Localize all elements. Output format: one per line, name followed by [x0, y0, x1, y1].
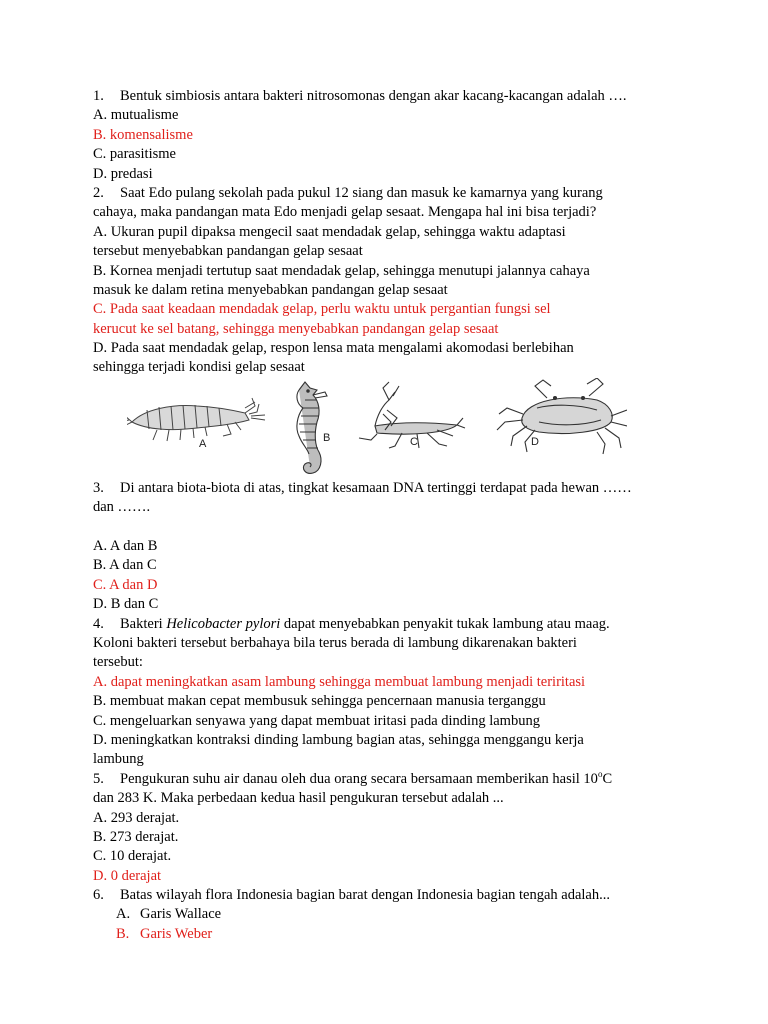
question-text: Bakteri [120, 615, 167, 632]
question-text-cont: Koloni bakteri tersebut berbahaya bila terus berada di lambung dikarenakan bakteri [93, 634, 577, 651]
option-text: Garis Wallace [140, 906, 222, 923]
option-d: D. B dan C [93, 596, 159, 613]
question-5 [93, 770, 693, 789]
option-b-cont: masuk ke dalam retina menyebabkan pandangan gelap sesaat [93, 281, 448, 298]
option-b-answer: B. komensalisme [93, 126, 193, 143]
question-text: Di antara biota-biota di atas, tingkat kesamaan DNA tertinggi terdapat pada hewan …… [120, 479, 632, 496]
option-a: A. mutualisme [93, 107, 179, 124]
spacer [93, 518, 693, 537]
option-b: B. 273 derajat. [93, 828, 179, 845]
option-c: C. mengeluarkan senyawa yang dapat membuat iritasi pada dinding lambung [93, 712, 540, 729]
question-text: Saat Edo pulang sekolah pada pukul 12 siang dan masuk ke kamarnya yang kurang [120, 184, 603, 201]
seahorse-illustration [297, 382, 327, 473]
question-text: Pengukuran suhu air danau oleh dua orang secara bersamaan memberikan hasil 10 [120, 770, 598, 787]
option-d: D. predasi [93, 165, 153, 182]
option-c-answer: C. Pada saat keadaan mendadak gelap, perlu waktu untuk pergantian fungsi sel [93, 301, 551, 318]
option-c-answer: C. A dan D [93, 576, 158, 593]
option-a-cont: tersebut menyebabkan pandangan gelap sesaat [93, 243, 363, 260]
question-number: 5. [93, 770, 104, 787]
celsius-unit: C [602, 770, 613, 787]
question-text: Bentuk simbiosis antara bakteri nitrosomonas dengan akar kacang-kacangan adalah …. [120, 88, 627, 104]
animal-figure [93, 378, 693, 479]
question-3 [93, 479, 693, 498]
question-4 [93, 615, 693, 634]
question-text-cont: cahaya, maka pandangan mata Edo menjadi gelap sesaat. Mengapa hal ini bisa terjadi? [93, 204, 597, 221]
degree-symbol: o [597, 768, 603, 779]
option-label: B. [116, 925, 130, 942]
option-a: A. Ukuran pupil dipaksa mengecil saat mendadak gelap, sehingga waktu adaptasi [93, 223, 566, 240]
option-b: B. A dan C [93, 557, 157, 574]
question-2 [93, 184, 693, 203]
question-number: 1. [93, 88, 104, 104]
option-a: A. A dan B [93, 538, 158, 555]
option-a [93, 905, 693, 924]
option-d-cont: lambung [93, 751, 144, 768]
option-b: B. membuat makan cepat membusuk sehingga pencernaan manusia terganggu [93, 693, 546, 710]
option-label: A. [116, 906, 131, 923]
option-c: C. 10 derajat. [93, 848, 172, 865]
question-text: Batas wilayah flora Indonesia bagian barat dengan Indonesia bagian tengah adalah... [120, 887, 610, 904]
option-text: Garis Weber [140, 925, 213, 942]
option-c: C. parasitisme [93, 146, 176, 163]
question-number: 4. [93, 615, 104, 632]
question-number: 2. [93, 184, 104, 201]
figure-label-c: C [410, 435, 418, 448]
option-c-answer-cont: kerucut ke sel batang, sehingga menyebabkan pandangan gelap sesaat [93, 320, 499, 337]
figure-label-a: A [199, 437, 207, 450]
question-number: 3. [93, 479, 104, 496]
figure-label-d: D [531, 435, 539, 448]
option-b-answer [93, 925, 693, 944]
option-a-answer: A. dapat meningkatkan asam lambung sehingga membuat lambung menjadi teriritasi [93, 673, 586, 690]
option-d-answer: D. 0 derajat [93, 867, 162, 884]
question-1 [93, 87, 693, 106]
option-d: D. Pada saat mendadak gelap, respon lensa mata mengalami akomodasi berlebihan [93, 340, 574, 357]
animal-illustrations [127, 378, 627, 478]
option-b: B. Kornea menjadi tertutup saat mendadak gelap, sehingga menutupi jalannya cahaya [93, 262, 590, 279]
question-6 [93, 886, 693, 905]
figure-label-b: B [323, 431, 331, 444]
exam-page [93, 87, 693, 944]
crab-illustration [497, 378, 627, 454]
question-text-cont: dan 283 K. Maka perbedaan kedua hasil pengukuran tersebut adalah ... [93, 790, 504, 807]
question-text-cont: tersebut: [93, 654, 143, 671]
bacteria-name: Helicobacter pylori [166, 615, 281, 632]
option-a: A. 293 derajat. [93, 809, 180, 826]
question-number: 6. [93, 887, 104, 904]
option-d-cont: sehingga terjadi kondisi gelap sesaat [93, 359, 305, 376]
question-text-cont: dan ……. [93, 499, 151, 516]
option-d: D. meningkatkan kontraksi dinding lambung bagian atas, sehingga menggangu kerja [93, 731, 584, 748]
mantis-shrimp-illustration [127, 398, 265, 441]
question-text-rest: dapat menyebabkan penyakit tukak lambung atau maag. [280, 615, 610, 632]
